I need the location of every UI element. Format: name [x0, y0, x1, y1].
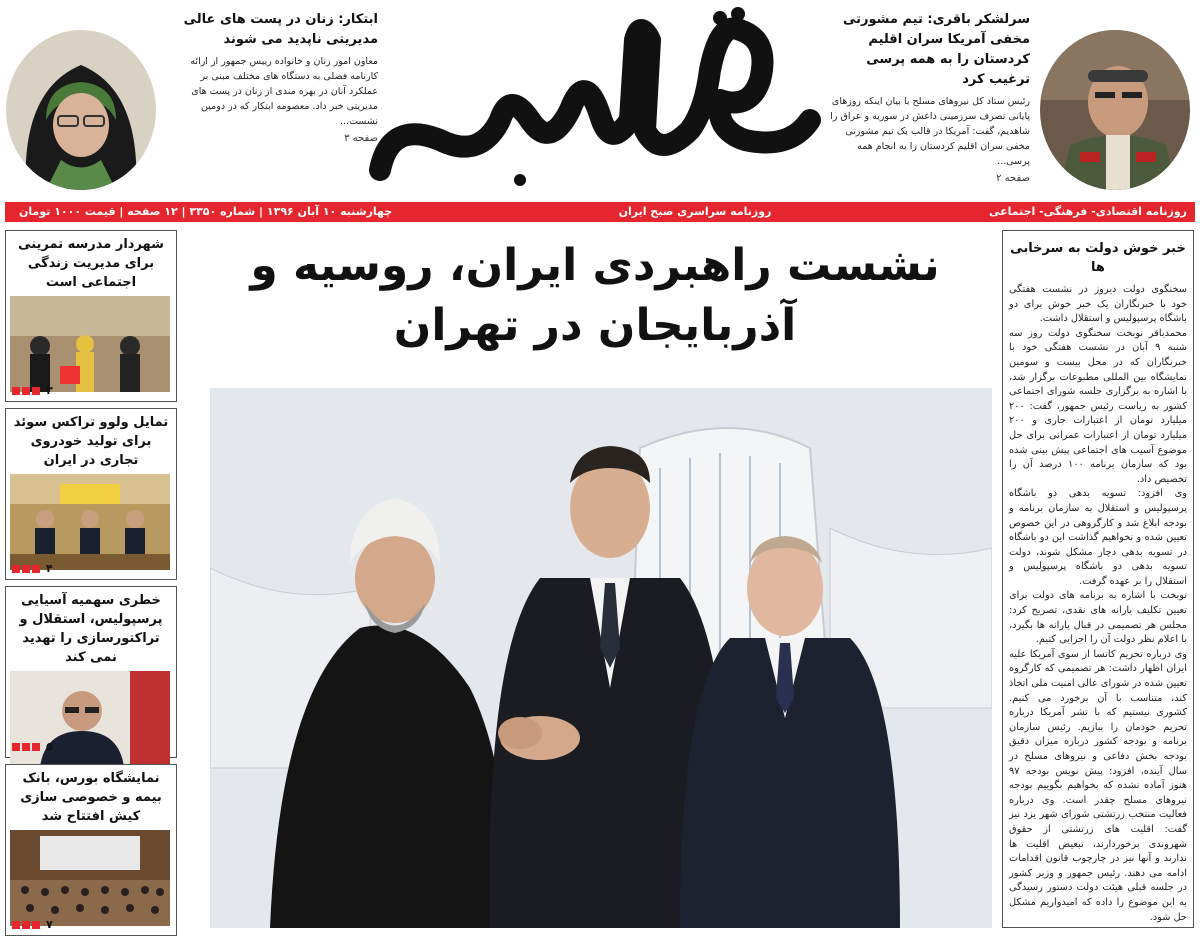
brief-photo	[10, 296, 170, 392]
brief-page-number: ۳	[12, 384, 53, 397]
brief-title: نمایشگاه بورس، بانک بیمه و خصوصی سازی کیش افتتاح شد	[20, 771, 162, 824]
brief-title: شهردار مدرسه تمرینی برای مدیریت زندگی اجتماعی است	[18, 237, 164, 290]
brief-title: خطری سهمیه آسیایی پرسپولیس، استقلال و تراکتورسازی را تهدید نمی کند	[19, 593, 163, 665]
brief-page-number: ۵	[12, 740, 53, 753]
portrait-vice-president	[6, 30, 156, 190]
article-paragraph-5: وی درباره تحریم کاتسا از سوی آمریکا علیه ایران اظهار داشت: هر تصمیمی که کارگروه تعیین شده در شورای عالی امنیت ملی اتخاذ کند، متناسب با آن برخورد می کنیم. کشوری نیستیم که با تشر آمریکا درباره تحریم خودمان را ببازیم. رئیس سازمان برنامه و بودجه کشور درباره میزان دقیق بودجه بخش دفاعی و نیروهای مسلح در سال آینده، افزود: پیش نویس بودجه ۹۷ هنوز آماده نشده که بخواهیم بگوییم بودجه نیروهای مسلح چقدر است. وی درباره فعالیت منتخب زرتشتی شورای شهر یزد نیز گفت: اقلیت های زرتشتی از حقوق شهروندی برخوردارند، تبعیض اقلیت ها ندارند و آنها نیز در چارچوب قانون اقدامات ادامه می دهند. رئیس جمهور و وزیر کشور در جلسه قبلی هیئت دولت دستور رسیدگی به این موضوع را داده که امیدواریم مشکل حل شود.	[1009, 648, 1187, 923]
right-teaser-body: رئیس ستاد کل نیروهای مسلح با بیان اینکه روزهای پایانی تصرف سرزمینی داعش در سوریه و عراق را شاهدیم، گفت: آمریکا در قالب یک تیم مشورتی مخفی سران اقلیم کردستان را به انجام همه پرسی...	[830, 96, 1030, 167]
right-column-article[interactable]	[1002, 230, 1194, 928]
brief-photo	[10, 474, 170, 570]
info-bar-subtitle: روزنامه سراسری صبح ایران	[618, 205, 772, 218]
article-paragraph-3: وی افزود: تسویه بدهی دو باشگاه پرسپولیس و استقلال به سازمان برنامه و بودجه ابلاغ شد و کارگروهی در این خصوص تعیین شده و نخواهیم گذاشت این دو باشگاه در تسویه بدهی دچار مشکل شوند، دولت تسویه بدهی دو باشگاه پرسپولیس و استقلال را بر عهده گرفت.	[1009, 488, 1187, 587]
headline-line-1: نشست راهبردی ایران، روسیه و	[250, 240, 940, 291]
headline-line-2: آذربایجان در تهران	[393, 300, 797, 351]
right-teaser-page: صفحه ۲	[996, 173, 1030, 184]
info-bar-issue-details: چهارشنبه ۱۰ آبان ۱۳۹۶ | شماره ۳۳۵۰ | ۱۲ صفحه | قیمت ۱۰۰۰ تومان	[19, 205, 393, 218]
right-teaser[interactable]	[830, 10, 1030, 184]
brief-item[interactable]	[5, 586, 177, 758]
article-paragraph-4: نوبخت با اشاره به برنامه های دولت برای تعیین تکلیف یارانه های نقدی، تصریح کرد: مجلس هر تصمیمی در قبال یارانه ها بگیرد، با اعلام نظر دولت آن را اجرایی کنیم.	[1009, 590, 1187, 646]
newspaper-logo	[360, 0, 840, 190]
info-bar-tagline: روزنامه اقتصادی- فرهنگی- اجتماعی	[988, 205, 1187, 218]
left-column	[5, 230, 177, 930]
portrait-military-commander	[1040, 30, 1190, 190]
brief-item[interactable]	[5, 764, 177, 936]
brief-photo	[10, 830, 170, 926]
article-paragraph-2: محمدباقر نوبخت سخنگوی دولت روز سه شنبه ۹ آبان در نشست هفتگی خود با خبرنگاران که در محل بیست و سومین نمایشگاه بین المللی مطبوعات برگزار شد، با اشاره به برگزاری جلسه شورای اجتماعی کشور به ریاست رئیس جمهور، گفت: ۲۰۰ میلیارد تومان از اعتبارات جاری و ۲۰۰ میلیارد تومان از اعتبارات عمرانی برای حل موضوع آسیب های اجتماعی پیش بینی شده بود که سازمان برنامه ۱۰۰ درصد آن را تخصیص داد.	[1009, 327, 1187, 485]
brief-page-number: ۷	[12, 918, 53, 931]
brief-item[interactable]	[5, 230, 177, 402]
info-bar	[5, 202, 1195, 222]
brief-item[interactable]	[5, 408, 177, 580]
main-headline[interactable]	[200, 236, 990, 356]
masthead	[0, 0, 1200, 200]
left-teaser[interactable]	[178, 10, 378, 144]
main-photo	[210, 388, 992, 928]
brief-title: تمایل ولوو تراکس سوئد برای تولید خودروی تجاری در ایران	[13, 415, 169, 468]
left-teaser-page: صفحه ۳	[344, 133, 378, 144]
left-teaser-title: ابتکار: زنان در پست های عالی مدیریتی ناپدید می شوند	[183, 12, 378, 47]
article-paragraph-1: سخنگوی دولت دیروز در نشست هفتگی خود با خبرنگاران یک خبر خوش برای دو باشگاه پرسپولیس و استقلال داشت.	[1009, 284, 1187, 325]
right-teaser-title: سرلشکر باقری: تیم مشورتی مخفی آمریکا سران اقلیم کردستان را به همه پرسی ترغیب کرد	[842, 12, 1030, 87]
brief-page-number: ۴	[12, 562, 53, 575]
article-title: خبر خوش دولت به سرخابی ها	[1010, 241, 1186, 275]
left-teaser-body: معاون امور زنان و خانواده رییس جمهور از ارائه کارنامه فصلی به دستگاه های مختلف مبنی بر عملکرد آنان در بهره مندی از زنان در پست های مدیریتی خبر داد. معصومه ابتکار که در دومین نشست...	[190, 56, 378, 127]
